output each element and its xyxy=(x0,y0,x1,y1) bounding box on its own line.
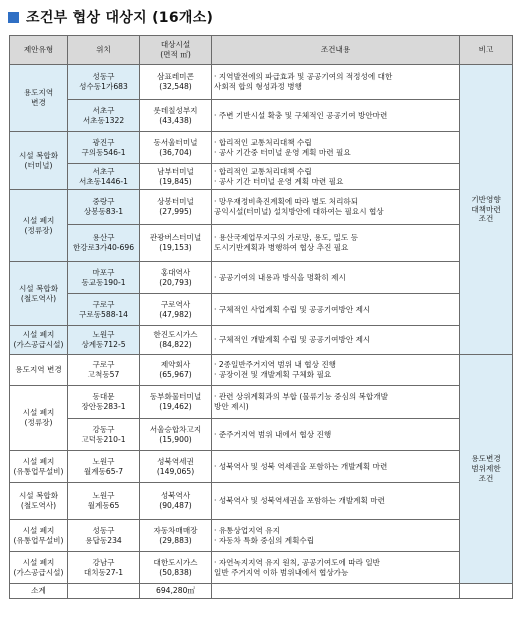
conditions-cell: · 자연녹지지역 유지 원칙, 공공기여도에 따라 일반 일반 주거지역 이하 범위내에서 협상가능 xyxy=(212,552,460,584)
category-cell: 시설 폐지 (유통업무설비) xyxy=(10,520,68,552)
conditions-cell: · 공공기여의 내용과 방식을 명확히 제시 xyxy=(212,262,460,294)
facility-cell: 서울승합차고지 (15,900) xyxy=(140,419,212,451)
conditions-cell: · 성북역사 및 성북역세권을 포함하는 개발계획 마련 xyxy=(212,483,460,520)
facility-cell: 상봉터미널 (27,995) xyxy=(140,190,212,225)
negotiation-sites-table xyxy=(9,35,513,599)
page-title: 조건부 협상 대상지 (16개소) xyxy=(26,10,214,26)
location-cell: 동대문 장안동283-1 xyxy=(68,386,140,419)
location-cell: 용산구 한강로3가40-696 xyxy=(68,225,140,262)
facility-cell: 성북역사 (90,487) xyxy=(140,483,212,520)
table-row xyxy=(10,451,513,483)
remarks-cell-group1: 기반영향 대책마련 조건 xyxy=(460,65,513,355)
table-row xyxy=(10,262,513,294)
facility-cell: 대한도시가스 (50,838) xyxy=(140,552,212,584)
category-cell: 용도지역 변경 xyxy=(10,355,68,386)
facility-cell: 동부화물터미널 (19,462) xyxy=(140,386,212,419)
table-row xyxy=(10,386,513,419)
total-label: 소계 xyxy=(10,584,68,599)
location-cell: 서초구 서초동1446-1 xyxy=(68,164,140,190)
remarks-cell-group2: 용도변경 범위제한 조건 xyxy=(460,355,513,584)
conditions-cell: · 합리적인 교통처리대책 수립 · 공사 기간 터미널 운영 계획 마련 필요 xyxy=(212,164,460,190)
table-row xyxy=(10,294,513,326)
facility-cell: 동서울터미널 (36,704) xyxy=(140,132,212,164)
conditions-cell: · 구체적인 개발계획 수립 및 공공기여방안 제시 xyxy=(212,326,460,355)
table-row xyxy=(10,65,513,100)
category-cell: 시설 폐지 (정류장) xyxy=(10,386,68,451)
conditions-cell: · 2종일반주거지역 범위 내 협상 진행 · 공장이전 및 개발계획 구체화 필요 xyxy=(212,355,460,386)
facility-cell: 한진도시가스 (84,822) xyxy=(140,326,212,355)
table-row xyxy=(10,552,513,584)
table-row xyxy=(10,419,513,451)
location-cell: 구로구 구로동588-14 xyxy=(68,294,140,326)
header-facility: 대상시설 (면적 ㎡) xyxy=(140,36,212,65)
table-row xyxy=(10,225,513,262)
conditions-cell: · 유통상업지역 유지 · 자동차 특화 중심의 계획수립 xyxy=(212,520,460,552)
header-remarks: 비고 xyxy=(460,36,513,65)
table-row xyxy=(10,483,513,520)
location-cell: 중랑구 상봉동83-1 xyxy=(68,190,140,225)
header-conditions: 조건내용 xyxy=(212,36,460,65)
total-value: 694,280㎡ xyxy=(140,584,212,599)
category-cell: 시설 복합화 (철도역사) xyxy=(10,483,68,520)
total-conditions-empty xyxy=(212,584,460,599)
header-location: 위치 xyxy=(68,36,140,65)
category-cell: 시설 복합화 (철도역사) xyxy=(10,262,68,326)
conditions-cell: · 망우재정비촉진계획에 따라 별도 처리하되 공익시설(터미널) 설치방안에 대하여는 필요시 협상 xyxy=(212,190,460,225)
category-cell: 시설 폐지 (가스공급시설) xyxy=(10,326,68,355)
conditions-cell: · 준주거지역 범위 내에서 협상 진행 xyxy=(212,419,460,451)
location-cell: 서초구 서초동1322 xyxy=(68,100,140,132)
facility-cell: 롯데칠성부지 (43,438) xyxy=(140,100,212,132)
conditions-cell: · 합리적인 교통처리대책 수립 · 공사 기간중 터미널 운영 계획 마련 필요 xyxy=(212,132,460,164)
location-cell: 구로구 고척동57 xyxy=(68,355,140,386)
location-cell: 광진구 구의동546-1 xyxy=(68,132,140,164)
header-row xyxy=(10,36,513,65)
location-cell: 노원구 월계동65-7 xyxy=(68,451,140,483)
conditions-cell: · 주변 기반시설 확충 및 구체적인 공공기여 방안마련 xyxy=(212,100,460,132)
location-cell: 마포구 동교동190-1 xyxy=(68,262,140,294)
table-row xyxy=(10,132,513,164)
facility-cell: 남부터미널 (19,845) xyxy=(140,164,212,190)
facility-cell: 홍대역사 (20,793) xyxy=(140,262,212,294)
location-cell: 성동구 용답동234 xyxy=(68,520,140,552)
conditions-cell: · 성북역사 및 성북 역세권을 포함하는 개발계획 마련 xyxy=(212,451,460,483)
conditions-cell: · 구체적인 사업계획 수립 및 공공기여방안 제시 xyxy=(212,294,460,326)
table-row xyxy=(10,164,513,190)
location-cell: 강남구 대치동27-1 xyxy=(68,552,140,584)
facility-cell: 구로역사 (47,982) xyxy=(140,294,212,326)
facility-cell: 관광버스터미널 (19,153) xyxy=(140,225,212,262)
total-remarks-empty xyxy=(460,584,513,599)
category-cell: 시설 폐지 (유통업무설비) xyxy=(10,451,68,483)
total-location-empty xyxy=(68,584,140,599)
location-cell: 성동구 성수동1가683 xyxy=(68,65,140,100)
table-row xyxy=(10,520,513,552)
conditions-cell: · 지역발전에의 파급효과 및 공공기여의 적정성에 대한 사회적 합의 형성과정 병행 xyxy=(212,65,460,100)
category-cell: 시설 폐지 (정류장) xyxy=(10,190,68,262)
location-cell: 강동구 고덕동210-1 xyxy=(68,419,140,451)
facility-cell: 삼표레미콘 (32,548) xyxy=(140,65,212,100)
table-row xyxy=(10,100,513,132)
table-row xyxy=(10,355,513,386)
facility-cell: 성북역세권 (149,065) xyxy=(140,451,212,483)
category-cell: 시설 폐지 (가스공급시설) xyxy=(10,552,68,584)
total-row xyxy=(10,584,513,599)
location-cell: 노원구 상계동712-5 xyxy=(68,326,140,355)
header-category: 제안유형 xyxy=(10,36,68,65)
category-cell: 시설 복합화 (터미널) xyxy=(10,132,68,190)
page-title-block xyxy=(8,7,213,27)
category-cell: 용도지역 변경 xyxy=(10,65,68,132)
conditions-cell: · 용산국제업무지구의 가로망, 용도, 밀도 등 도시기반계획과 병행하여 협상 추진 필요 xyxy=(212,225,460,262)
table-row xyxy=(10,190,513,225)
blue-square-icon xyxy=(8,12,19,23)
location-cell: 노원구 월계동65 xyxy=(68,483,140,520)
facility-cell: 제약회사 (65,967) xyxy=(140,355,212,386)
facility-cell: 자동차매매장 (29,883) xyxy=(140,520,212,552)
table-row xyxy=(10,326,513,355)
conditions-cell: · 관련 상위계획과의 부합 (물류기능 중심의 복합개발 방안 제시) xyxy=(212,386,460,419)
